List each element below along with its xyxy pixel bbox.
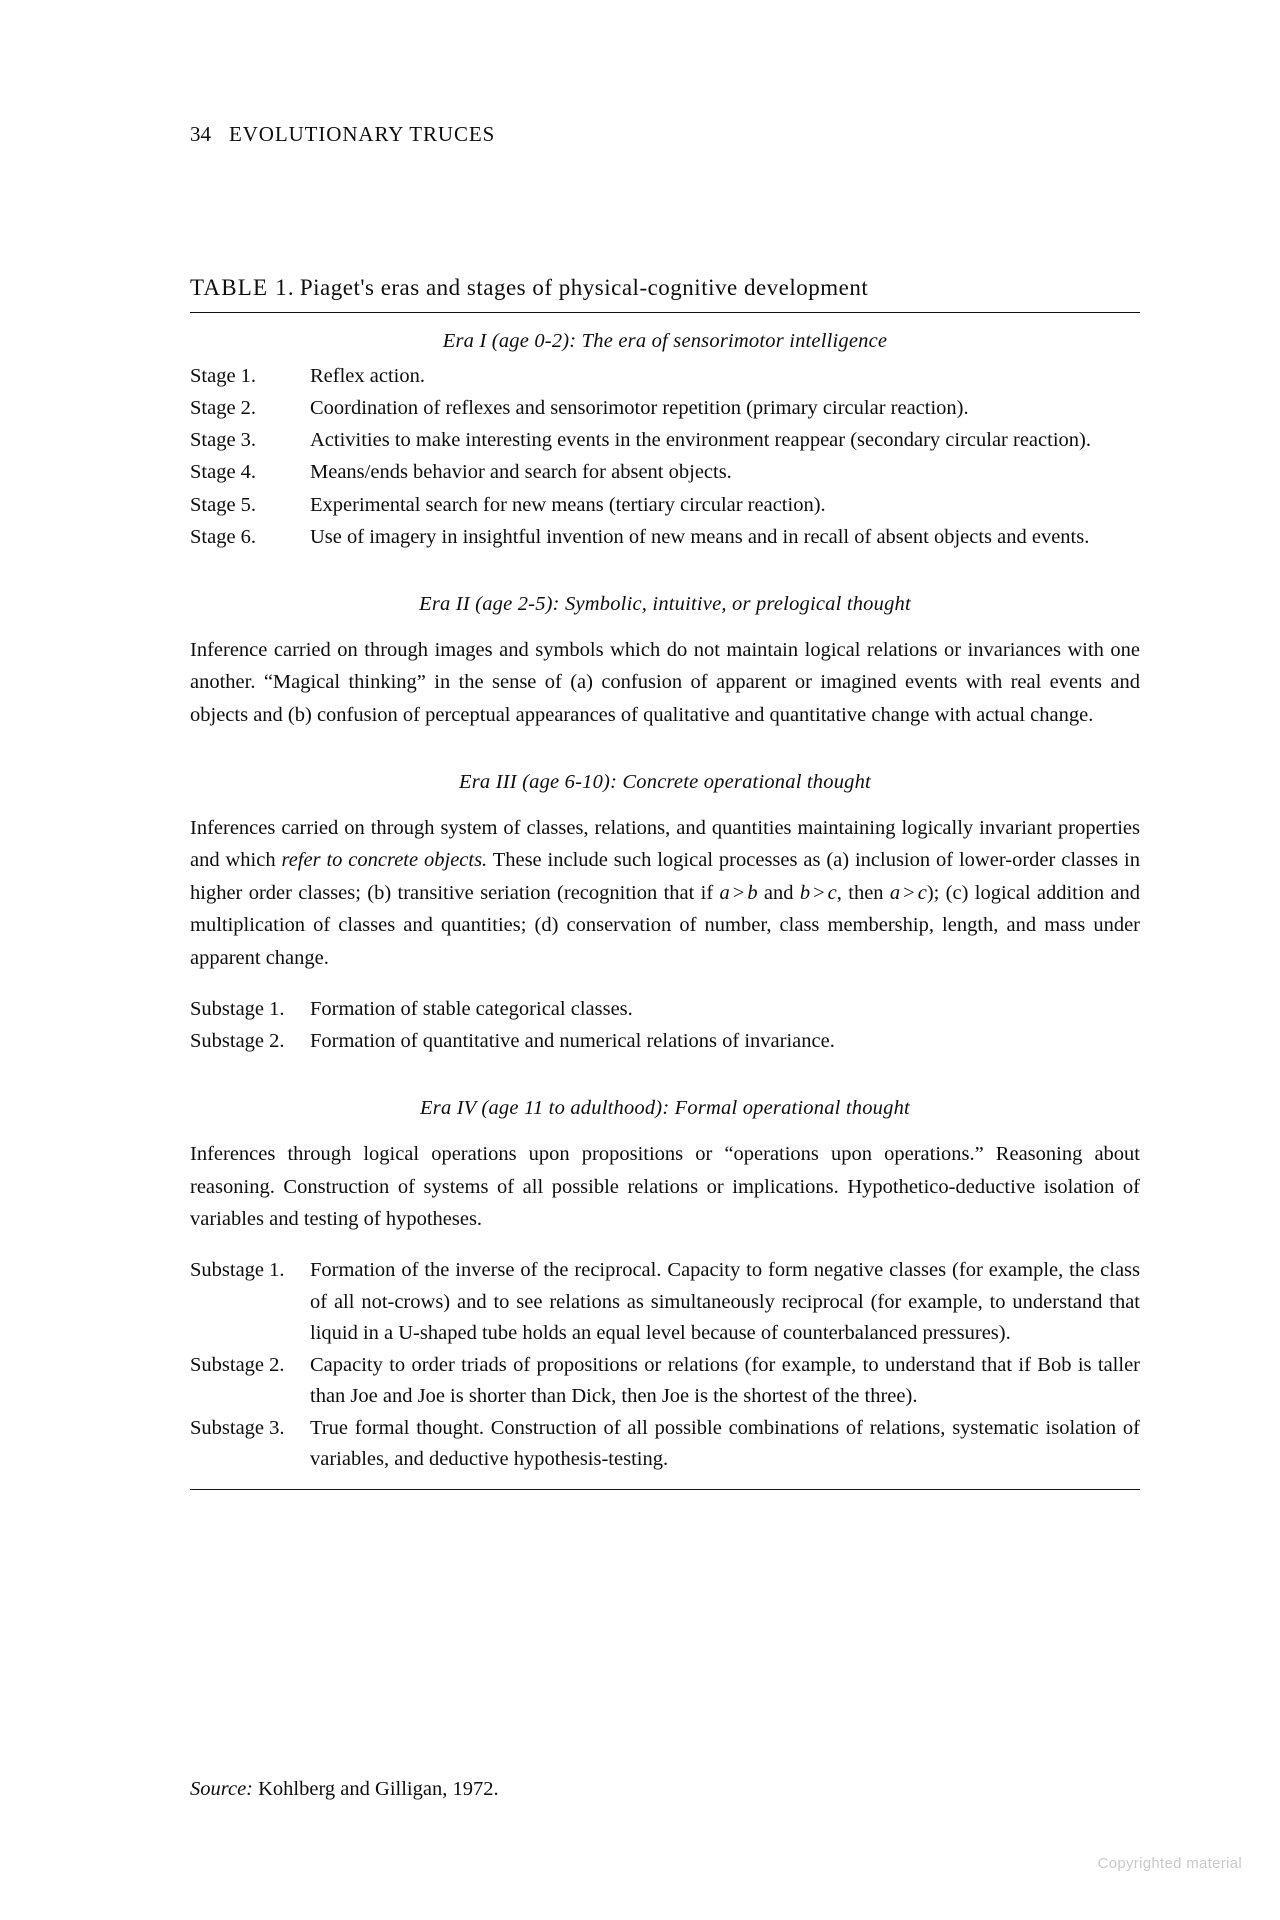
table-label: TABLE 1. [190, 275, 295, 300]
stage-label: Stage 6. [190, 525, 257, 548]
math-gt-2: > [813, 881, 825, 904]
substage-text: True formal thought. Construction of all possible combinations of relations, systematic isolation of variables, and deductive hypothesis-testing. [310, 1417, 1140, 1471]
math-a-2: a [889, 881, 901, 904]
stage-text: Means/ends behavior and search for absent objects. [310, 461, 732, 484]
math-gt-3: > [903, 881, 915, 904]
list-item [190, 425, 1140, 456]
list-item [190, 994, 1140, 1025]
stage-text: Coordination of reflexes and sensorimotor repetition (primary circular reaction). [310, 397, 969, 420]
math-gt-1: > [732, 881, 745, 904]
era-2-heading: Era II (age 2-5): Symbolic, intuitive, or prelogical thought [419, 592, 911, 615]
math-b-2: b [799, 881, 811, 904]
substage-text: Formation of the inverse of the reciprocal. Capacity to form negative classes (for example, the class of all not-crows) and to see relations as simultaneously reciprocal (for example, to understand that liquid in a U-shaped tube holds an equal level because of counterbalanced pressures). [310, 1259, 1140, 1344]
era-1-heading: Era I (age 0-2): The era of sensorimotor intelligence [442, 330, 888, 352]
stage-label: Stage 2. [190, 397, 257, 420]
substage-text: Formation of stable categorical classes. [310, 997, 633, 1020]
substage-label: Substage 2. [190, 1030, 285, 1053]
era-4-substage-list [190, 1255, 1140, 1475]
stage-text: Use of imagery in insightful invention of new means and in recall of absent objects and events. [310, 525, 1090, 548]
math-c-1: c [827, 881, 837, 904]
era-2-paragraph: Inference carried on through images and symbols which do not maintain logical relations or invariances with one another. “Magical thinking” in the sense of (a) confusion of apparent or imagined events with real events and objects and (b) confusion of perceptual appearances of qualitative and quantitative change with actual change. [190, 638, 1140, 726]
era-3-substage-list [190, 994, 1140, 1057]
math-c-2: c [917, 881, 927, 904]
math-a-1: a [719, 881, 730, 904]
era-4-paragraph: Inferences through logical operations upon propositions or “operations upon operations.” Reasoning about reasoning. Construction of systems of all possible relations or implications. Hypothetico-deductive isolation of variables and testing of hypotheses. [190, 1143, 1140, 1230]
stage-label: Stage 1. [190, 365, 257, 387]
substage-label: Substage 1. [190, 997, 285, 1020]
substage-text: Capacity to order triads of propositions or relations (for example, to understand that if Bob is taller than Joe and Joe is shorter than Dick, then Joe is the shortest of the three). [310, 1353, 1140, 1407]
table-source [190, 1778, 499, 1801]
list-item [190, 490, 1140, 521]
stage-label: Stage 4. [190, 461, 257, 484]
era-3-para-part3: and [757, 881, 800, 904]
math-b-1: b [747, 881, 758, 904]
table-caption [190, 275, 1140, 312]
running-head-title: EVOLUTIONARY TRUCES [229, 122, 496, 146]
era-3-para-part5: ); (c) logical addition and multiplication of classes and quantities; (d) conservation of number, class membership, length, and mass under apparent change. [190, 881, 1141, 969]
table-title: Piaget's eras and stages of physical-cognitive development [299, 275, 869, 300]
list-item [190, 1026, 1140, 1057]
substage-text: Formation of quantitative and numerical relations of invariance. [310, 1030, 835, 1053]
era-3-para-italic: refer to concrete objects. [281, 849, 488, 872]
running-head [190, 122, 495, 147]
stage-text: Experimental search for new means (tertiary circular reaction). [310, 493, 826, 516]
source-label: Source: [190, 1778, 253, 1800]
stage-label: Stage 3. [190, 429, 257, 452]
table-top-rule [190, 312, 1140, 313]
list-item [190, 1350, 1140, 1412]
stage-text: Activities to make interesting events in the environment reappear (secondary circular reaction). [310, 429, 1091, 452]
stage-label: Stage 5. [190, 493, 257, 516]
table-1 [190, 275, 1140, 1490]
list-item [190, 1413, 1140, 1475]
list-item [190, 393, 1140, 424]
substage-label: Substage 3. [190, 1417, 285, 1440]
era-3-paragraph [190, 812, 1140, 974]
stage-text: Reflex action. [310, 365, 425, 387]
list-item [190, 522, 1140, 553]
copyright-watermark: Copyrighted material [1097, 1855, 1242, 1872]
era-3-para-part2: These include such logical processes as (a) inclusion of lower-order classes in higher order classes; (b) transitive seriation (recognition that if [190, 849, 1140, 904]
substage-label: Substage 2. [190, 1353, 285, 1376]
table-bottom-rule [190, 1489, 1140, 1490]
era-4-heading: Era IV (age 11 to adulthood): Formal operational thought [420, 1097, 910, 1120]
era-1-stage-list [190, 361, 1140, 553]
page-number: 34 [190, 122, 211, 146]
substage-label: Substage 1. [190, 1259, 285, 1282]
list-item [190, 1255, 1140, 1348]
list-item [190, 457, 1140, 488]
list-item [190, 361, 1140, 392]
source-text: Kohlberg and Gilligan, 1972. [258, 1778, 499, 1800]
era-3-para-part1: Inferences carried on through system of classes, relations, and quantities maintaining logically invariant properties and which [190, 817, 1140, 872]
era-3-para-part4: , then [836, 881, 890, 904]
era-3-heading: Era III (age 6-10): Concrete operational thought [459, 771, 871, 794]
